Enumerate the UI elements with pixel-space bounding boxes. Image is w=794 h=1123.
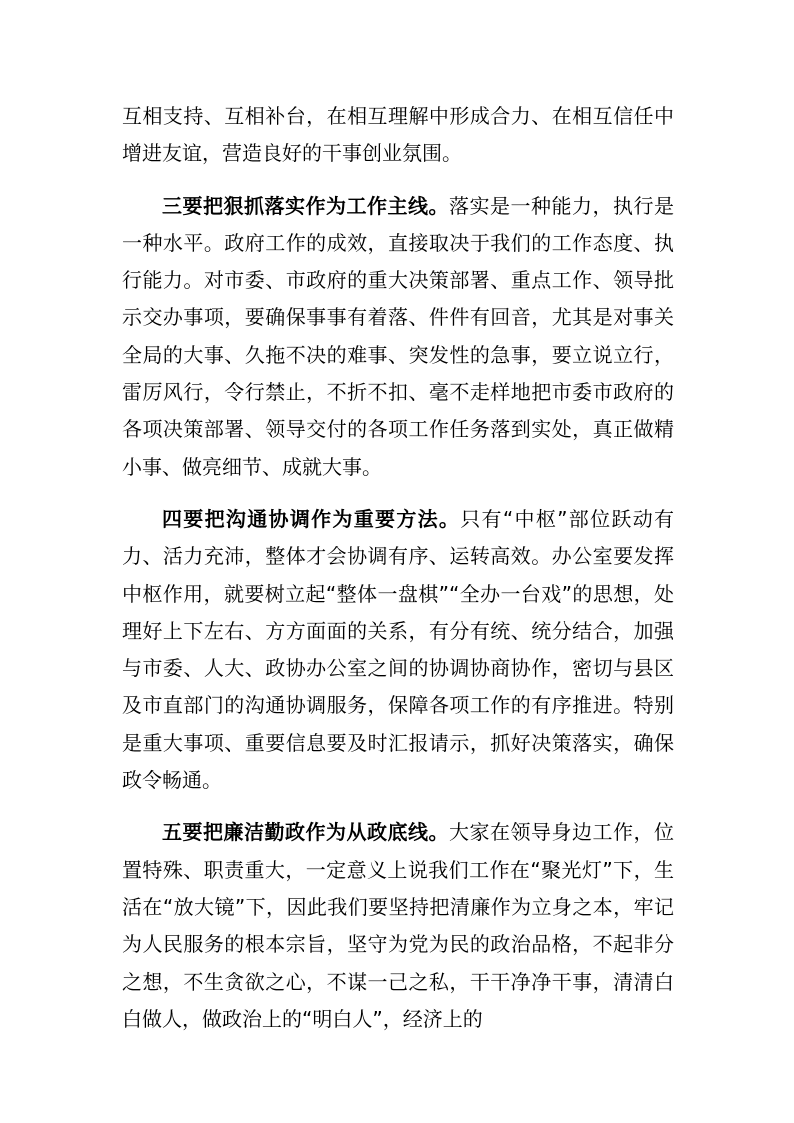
paragraph-lead: 四要把沟通协调作为重要方法。 [162, 506, 461, 531]
paragraph-body: 互相支持、互相补台，在相互理解中形成合力、在相互信任中增进友谊，营造良好的干事创业氛围。 [122, 104, 674, 166]
document-body [122, 98, 674, 1038]
paragraph-four [122, 501, 674, 799]
paragraph-gap [122, 173, 674, 188]
paragraph-gap [122, 799, 674, 814]
paragraph-lead: 三要把狠抓落实作为工作主线。 [162, 193, 449, 218]
paragraph-three [122, 188, 674, 486]
paragraph-gap [122, 486, 674, 501]
paragraph-continuation [122, 98, 674, 173]
paragraph-five [122, 814, 674, 1038]
paragraph-body: 大家在领导身边工作，位置特殊、职责重大，一定意义上说我们工作在“聚光灯”下，生活在“放大镜”下，因此我们要坚持把清廉作为立身之本，牢记为人民服务的根本宗旨，坚守为党为民的政治品格，不起非分之想，不生贪欲之心，不谋一己之私，干干净净干事，清清白白做人，做政治上的“明白人”，经济上的 [122, 820, 674, 1031]
paragraph-lead: 五要把廉洁勤政作为从政底线。 [162, 820, 449, 845]
paragraph-body: 落实是一种能力，执行是一种水平。政府工作的成效，直接取决于我们的工作态度、执行能力。对市委、市政府的重大决策部署、重点工作、领导批示交办事项，要确保事事有着落、件件有回音，尤其是对事关全局的大事、久拖不决的难事、突发性的急事，要立说立行，雷厉风行，令行禁止，不折不扣、毫不走样地把市委市政府的各项决策部署、领导交付的各项工作任务落到实处，真正做精小事、做亮细节、成就大事。 [122, 193, 674, 479]
paragraph-body: 只有“中枢”部位跃动有力、活力充沛，整体才会协调有序、运转高效。办公室要发挥中枢作用，就要树立起“整体一盘棋”“全办一台戏”的思想，处理好上下左右、方方面面的关系，有分有统、统分结合，加强与市委、人大、政协办公室之间的协调协商协作，密切与县区及市直部门的沟通协调服务，保障各项工作的有序推进。特别是重大事项、重要信息要及时汇报请示，抓好决策落实，确保政令畅通。 [122, 506, 674, 793]
